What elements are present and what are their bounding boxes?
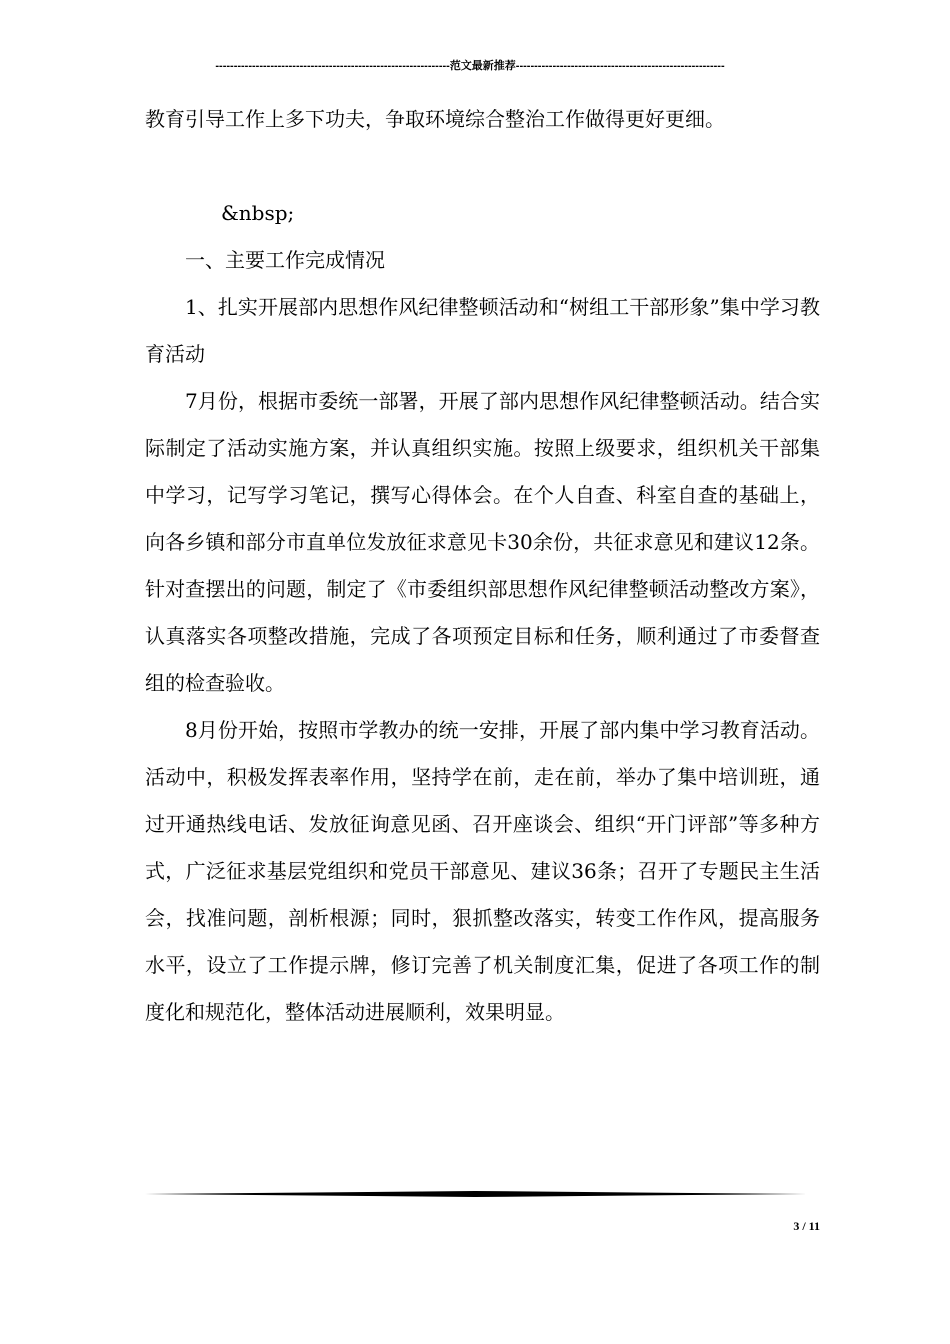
nbsp-line: &nbsp; bbox=[221, 201, 295, 225]
blank-line bbox=[145, 143, 820, 190]
page-header: ----------------------------------------------------------------范文最新推荐--------------------------------------------------------- bbox=[215, 60, 725, 72]
footer-rule bbox=[145, 1190, 807, 1198]
paragraph-july: 7月份，根据市委统一部署，开展了部内思想作风纪律整顿活动。结合实际制定了活动实施方案，并认真组织实施。按照上级要求，组织机关干部集中学习，记写学习笔记，撰写心得体会。在个人自查、科室自查的基础上，向各乡镇和部分市直单位发放征求意见卡30余份，共征求意见和建议12条。针对查摆出的问题，制定了《市委组织部思想作风纪律整顿活动整改方案》，认真落实各项整改措施，完成了各项预定目标和任务，顺利通过了市委督查组的检查验收。 bbox=[145, 389, 820, 695]
page-number: 3 / 11 bbox=[793, 1219, 820, 1233]
paragraph-continuation: 教育引导工作上多下功夫，争取环境综合整治工作做得更好更细。 bbox=[145, 107, 725, 131]
document-body bbox=[145, 96, 820, 1036]
section-heading: 一、主要工作完成情况 bbox=[185, 248, 385, 272]
paragraph-august: 8月份开始，按照市学教办的统一安排，开展了部内集中学习教育活动。活动中，积极发挥表率作用，坚持学在前，走在前，举办了集中培训班，通过开通热线电话、发放征询意见函、召开座谈会、组织“开门评部”等多种方式，广泛征求基层党组织和党员干部意见、建议36条；召开了专题民主生活会，找准问题，剖析根源；同时，狠抓整改落实，转变工作作风，提高服务水平，设立了工作提示牌，修订完善了机关制度汇集，促进了各项工作的制度化和规范化，整体活动进展顺利，效果明显。 bbox=[145, 718, 820, 1024]
subsection-heading: 1、扎实开展部内思想作风纪律整顿活动和“树组工干部形象”集中学习教育活动 bbox=[145, 295, 820, 366]
